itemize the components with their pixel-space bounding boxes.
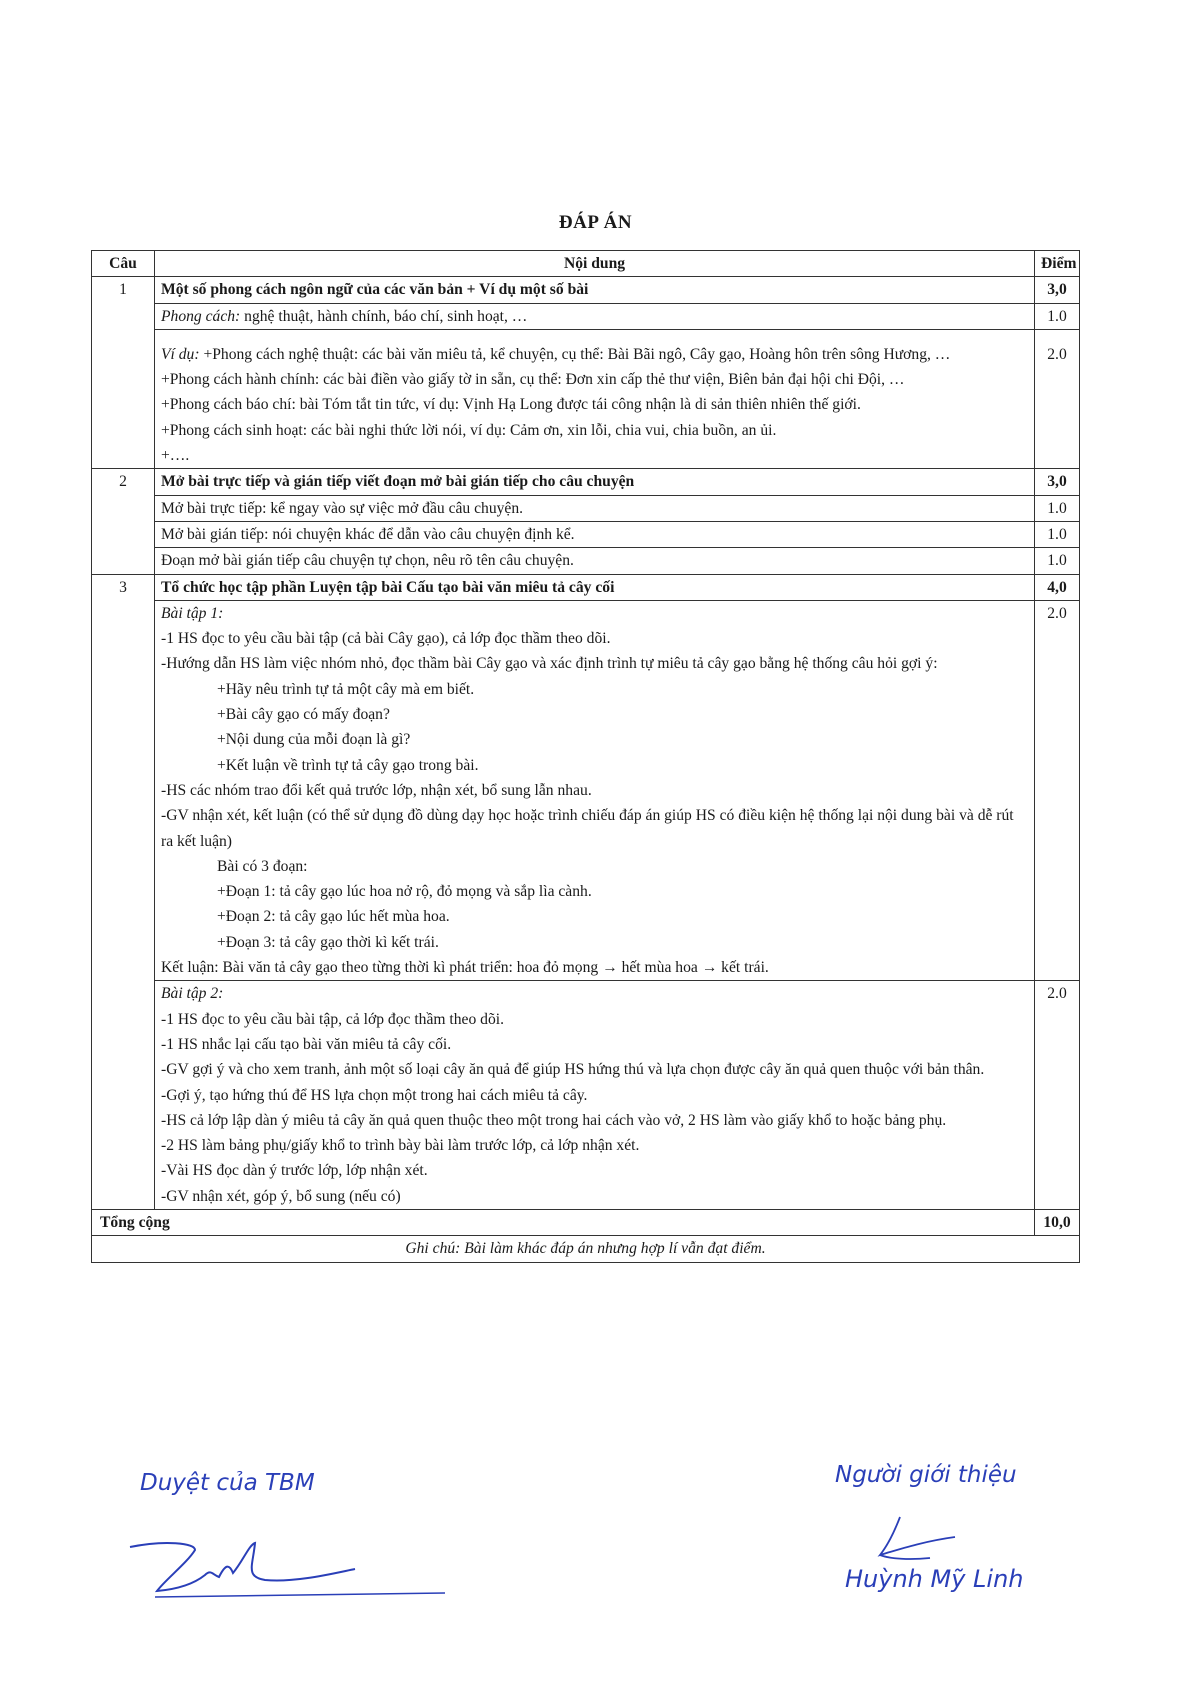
total-label: Tổng cộng [92,1209,1035,1235]
q1-heading-row [92,277,1080,303]
signature-left-icon [125,1525,445,1605]
q1-examples-points: 2.0 [1035,329,1080,468]
q3-exercise-1-cell [155,600,1035,980]
q1-examples-cell [155,329,1035,468]
page-title: ĐÁP ÁN [558,212,633,233]
q1-styles-label: Phong cách: [161,307,241,325]
q2-row-1-points: 1.0 [1035,495,1080,521]
signature-right-icon [870,1515,990,1565]
q3-number: 3 [92,574,155,1209]
q3-exercise-1-label: Bài tập 1: [161,604,224,622]
q2-indirect-paragraph: Đoạn mở bài gián tiếp câu chuyện tự chọn, nêu rõ tên câu chuyện. [155,548,1035,574]
note-text: Ghi chú: Bài làm khác đáp án nhưng hợp lí vẫn đạt điểm. [92,1236,1080,1262]
q1-example-line-3: +Phong cách báo chí: bài Tóm tắt tin tức, ví dụ: Vịnh Hạ Long được tái công nhận là di sản thiên nhiên thế giới. [161,396,861,414]
q1-example-text-1: +Phong cách nghệ thuật: các bài văn miêu tả, kể chuyện, cụ thể: Bài Bãi ngô, Cây gạo, Hoàng hôn trên sông Hương, … [199,345,951,363]
list-item: +Đoạn 3: tả cây gạo thời kì kết trái. [217,933,439,951]
list-item: -HS cả lớp lập dàn ý miêu tả cây ăn quả quen thuộc theo một trong hai cách vào vở, 2 HS làm vào giấy khổ to hoặc bảng phụ. [161,1111,947,1129]
list-item: -Hướng dẫn HS làm việc nhóm nhỏ, đọc thầm bài Cây gạo và xác định trình tự miêu tả cây gạo bằng hệ thống câu hỏi gợi ý: [161,655,938,673]
list-item: +Kết luận về trình tự tả cây gạo trong bài. [217,756,479,774]
q3-exercise-1-conclusion: Kết luận: Bài văn tả cây gạo theo từng thời kì phát triển: hoa đỏ mọng → hết mùa hoa → kết trái. [161,959,769,977]
list-item: -HS các nhóm trao đổi kết quả trước lớp, nhận xét, bổ sung lẫn nhau. [161,781,592,799]
q3-heading-row [92,574,1080,600]
q2-row-3-points: 1.0 [1035,548,1080,574]
list-item: -GV nhận xét, góp ý, bổ sung (nếu có) [161,1187,401,1205]
list-item: -1 HS đọc to yêu cầu bài tập, cả lớp đọc thầm theo dõi. [161,1010,504,1028]
q1-example-line-5: +…. [161,447,190,465]
q2-heading-row [92,469,1080,495]
q2-indirect-opening: Mở bài gián tiếp: nói chuyện khác để dẫn vào câu chuyện định kể. [155,521,1035,547]
q2-row-3 [92,548,1080,574]
q1-styles-text: nghệ thuật, hành chính, báo chí, sinh hoạt, … [240,307,528,325]
q2-heading: Mở bài trực tiếp và gián tiếp viết đoạn mở bài gián tiếp cho câu chuyện [155,469,1035,495]
total-points: 10,0 [1035,1209,1080,1235]
q1-styles-cell [155,303,1035,329]
q3-exercise-2-label: Bài tập 2: [161,985,224,1003]
note-row [92,1236,1080,1262]
presenter-label: Người giới thiệu [835,1462,1017,1488]
q2-row-2-points: 1.0 [1035,521,1080,547]
header-points: Điểm [1035,251,1080,277]
q1-number: 1 [92,277,155,469]
q1-example-line-2: +Phong cách hành chính: các bài điền vào giấy tờ in sẵn, cụ thể: Đơn xin cấp thẻ thư viện, Biên bản đại hội chi Đội, … [161,371,905,389]
q1-styles-points: 1.0 [1035,303,1080,329]
q2-direct-opening: Mở bài trực tiếp: kể ngay vào sự việc mở đầu câu chuyện. [155,495,1035,521]
q1-examples-row [92,329,1080,468]
presenter-name: Huỳnh Mỹ Linh [845,1565,1024,1593]
presenter-signature [870,1515,990,1570]
q3-exercise-2-points: 2.0 [1035,981,1080,1210]
answer-table [91,250,1080,1263]
q3-exercise-2-row [92,981,1080,1210]
q3-heading: Tổ chức học tập phần Luyện tập bài Cấu tạo bài văn miêu tả cây cối [155,574,1035,600]
table-header-row [92,251,1080,277]
q2-row-1 [92,495,1080,521]
q1-styles-row [92,303,1080,329]
list-item: +Hãy nêu trình tự tả một cây mà em biết. [217,680,475,698]
q3-exercise-1-points: 2.0 [1035,600,1080,980]
list-item: -2 HS làm bảng phụ/giấy khổ to trình bày bài làm trước lớp, cả lớp nhận xét. [161,1137,640,1155]
q1-example-line-4: +Phong cách sinh hoạt: các bài nghi thức lời nói, ví dụ: Cảm ơn, xin lỗi, chia vui, chia buồn, an ủi. [161,421,777,439]
q1-heading-points: 3,0 [1035,277,1080,303]
list-item: -1 HS đọc to yêu cầu bài tập (cả bài Cây gạo), cả lớp đọc thầm theo dõi. [161,630,611,648]
q2-number: 2 [92,469,155,574]
header-content: Nội dung [155,251,1035,277]
list-item: +Nội dung của mỗi đoạn là gì? [217,731,411,749]
q3-heading-points: 4,0 [1035,574,1080,600]
q1-heading: Một số phong cách ngôn ngữ của các văn bản + Ví dụ một số bài [155,277,1035,303]
list-item: +Đoạn 2: tả cây gạo lúc hết mùa hoa. [217,908,450,926]
list-item: +Bài cây gạo có mấy đoạn? [217,706,390,724]
list-item: Bài có 3 đoạn: [217,857,308,875]
list-item: +Đoạn 1: tả cây gạo lúc hoa nở rộ, đỏ mọng và sắp lìa cành. [217,883,592,901]
list-item: -Gợi ý, tạo hứng thú để HS lựa chọn một trong hai cách miêu tả cây. [161,1086,588,1104]
header-question: Câu [92,251,155,277]
approval-label: Duyệt của TBM [140,1470,315,1496]
list-item: -GV nhận xét, kết luận (có thể sử dụng đồ dùng dạy học hoặc trình chiếu đáp án giúp HS có điều kiện hệ thống lại nội dung bài và dễ rút ra kết luận) [161,807,1014,850]
q1-example-line-1 [161,342,1028,367]
q2-row-2 [92,521,1080,547]
q3-exercise-2-cell [155,981,1035,1210]
list-item: -GV gợi ý và cho xem tranh, ảnh một số loại cây ăn quả để giúp HS hứng thú và lựa chọn được cây ăn quả quen thuộc với bản thân. [161,1061,985,1079]
list-item: -1 HS nhắc lại cấu tạo bài văn miêu tả cây cối. [161,1035,452,1053]
q1-examples-label: Ví dụ: [161,345,200,363]
q2-heading-points: 3,0 [1035,469,1080,495]
approval-signature [125,1525,445,1610]
list-item: -Vài HS đọc dàn ý trước lớp, lớp nhận xét. [161,1162,428,1180]
q3-exercise-1-row [92,600,1080,980]
total-row [92,1209,1080,1235]
